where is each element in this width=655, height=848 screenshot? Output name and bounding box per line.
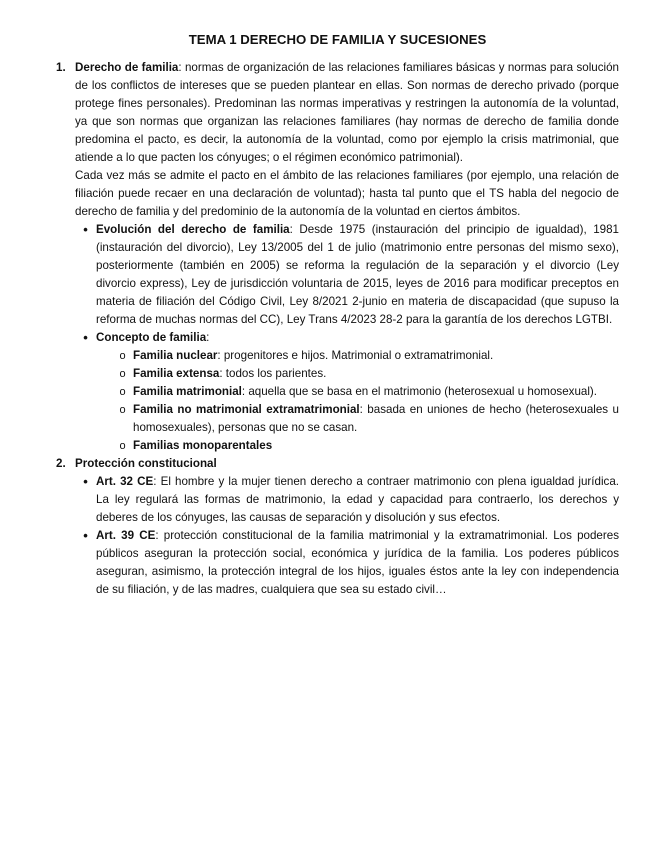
bullet-heading: Art. 32 CE <box>96 475 154 488</box>
sub-bullet-heading: Familia no matrimonial extramatrimonial <box>133 403 360 416</box>
bullet-icon: • <box>83 474 88 489</box>
bullet-icon: • <box>83 222 88 237</box>
bullet-heading: Evolución del derecho de familia <box>96 223 290 236</box>
bullet-item <box>75 221 619 329</box>
section-number: 1. <box>56 61 66 74</box>
sub-bullet-item <box>112 401 619 437</box>
bullet-text: : Desde 1975 (instauración del principio de igualdad), 1981 (instauración del divorcio), Ley 13/2005 del 1 de julio (matrimonio entre personas del mismo sexo), posteriormente (también en 2005) se reforma la regulación de la separación y el divorcio (Ley divorcio express), Ley de jurisdicción voluntaria de 2015, leyes de 2016 para modificar preceptos en materia de filiación del Código Civil, Ley 8/2021 2-junio en materia de discapacidad (que supuso la reforma de muchas normas del CC), Ley Trans 4/2023 28-2 para la garantía de los derechos LGTBI. <box>96 223 619 326</box>
sub-bullet-text: : progenitores e hijos. Matrimonial o extramatrimonial. <box>217 349 494 362</box>
sub-bullet-text: : basada en uniones de hecho (heterosexuales u homosexuales), personas que no se casan. <box>133 403 619 434</box>
sub-bullet-text: : aquella que se basa en el matrimonio (heterosexual u homosexual). <box>241 385 597 398</box>
bullet-text: : protección constitucional de la familia matrimonial y la extramatrimonial. Los poderes públicos aseguran la protección social, económica y jurídica de la familia. Los poderes públicos aseguran, asimismo, la protección integral de los hijos, iguales éstos ante la ley con independencia de su filiación, y de las madres, cualquiera que sea su estado civil… <box>96 529 619 596</box>
sub-bullet-heading: Familia matrimonial <box>133 385 242 398</box>
circle-bullet-icon: o <box>119 350 126 362</box>
bullet-text: : <box>206 331 210 344</box>
bullet-text: : El hombre y la mujer tienen derecho a contraer matrimonio con plena igualdad jurídica. La ley regulará las formas de matrimonio, la edad y capacidad para contraerlo, los derechos y deberes de los cónyuges, las causas de separación y disolución y sus efectos. <box>96 475 619 524</box>
bullet-item <box>75 473 619 527</box>
bullet-heading: Concepto de familia <box>96 331 207 344</box>
bullet-item <box>75 527 619 599</box>
bullet-heading: Art. 39 CE <box>96 529 156 542</box>
section-text: : normas de organización de las relaciones familiares básicas y normas para solución de los conflictos de intereses que se pueden plantear en ellas. Son normas de derecho privado (porque protege fines personales). Predominan las normas imperativas y restringen la autonomía de la voluntad, ya que son normas que organizan las relaciones familiares (hay normas de derecho de familia donde predomina el pacto, es decir, la autonomía de la voluntad, como por ejemplo la crisis matrimonial, que atiende a lo que pacten los cónyuges; o el régimen económico patrimonial). <box>75 61 619 164</box>
circle-bullet-icon: o <box>119 440 126 452</box>
section-heading: Derecho de familia <box>75 61 179 74</box>
circle-bullet-icon: o <box>119 404 126 416</box>
section-paragraph-2: Cada vez más se admite el pacto en el ámbito de las relaciones familiares (por ejemplo, una relación de filiación puede recaer en una declaración de voluntad); hasta tal punto que el TS habla del negocio de derecho de familia y del predominio de la autonomía de la voluntad en ciertos ámbitos. <box>75 169 619 218</box>
section-number: 2. <box>56 457 66 470</box>
bullet-icon: • <box>83 528 88 543</box>
sub-bullet-item <box>112 365 619 383</box>
section-heading: Protección constitucional <box>75 457 217 470</box>
circle-bullet-icon: o <box>119 368 126 380</box>
sub-bullet-heading: Familias monoparentales <box>133 439 273 452</box>
section-1 <box>56 59 619 221</box>
document-title: TEMA 1 DERECHO DE FAMILIA Y SUCESIONES <box>188 32 487 47</box>
section-2 <box>56 455 619 473</box>
sub-bullet-text: : todos los parientes. <box>219 367 327 380</box>
bullet-icon: • <box>83 330 88 345</box>
sub-bullet-heading: Familia extensa <box>133 367 220 380</box>
sub-bullet-item <box>112 347 619 365</box>
section-paragraph <box>75 59 619 167</box>
bullet-item <box>75 329 619 347</box>
sub-bullet-heading: Familia nuclear <box>133 349 218 362</box>
sub-bullet-item <box>112 383 619 401</box>
circle-bullet-icon: o <box>119 386 126 398</box>
sub-bullet-item <box>112 437 619 455</box>
